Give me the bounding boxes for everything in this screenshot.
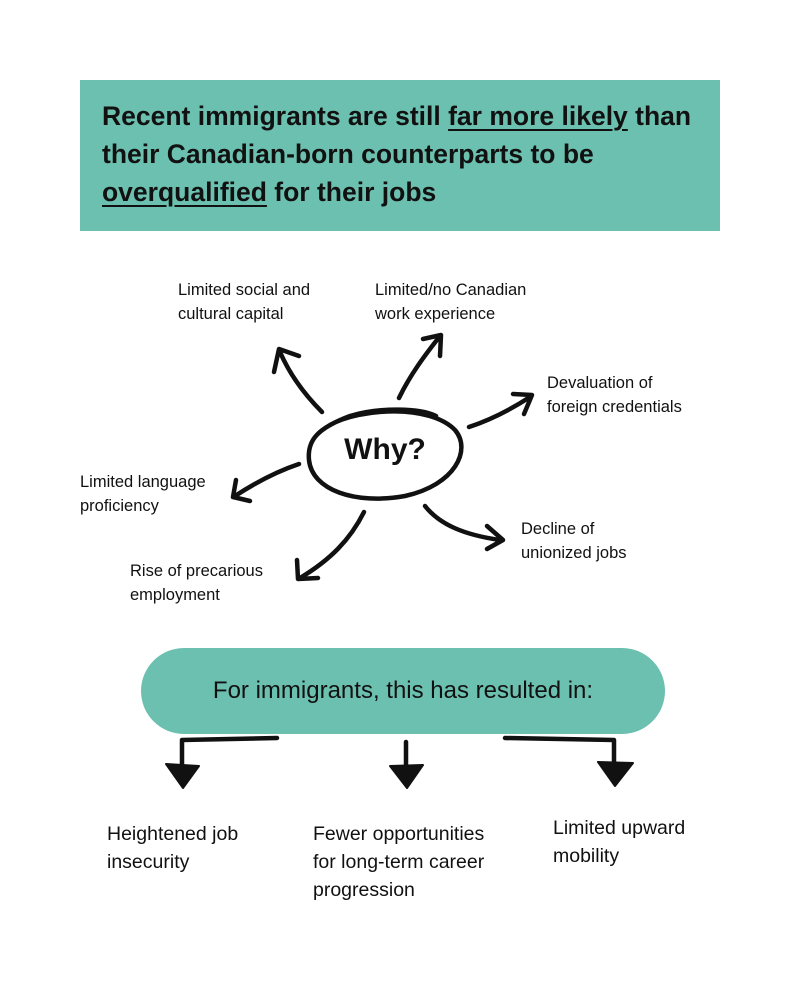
reason-unionized-line-2: unionized jobs (521, 544, 627, 562)
headline-emphasis-overqualified: overqualified (102, 177, 267, 207)
reason-social-capital-line-1: Limited social and (178, 281, 311, 299)
why-label: Why? (344, 433, 426, 466)
reason-credentials-line-1: Devaluation of (547, 374, 653, 392)
arrow-work-experience (399, 335, 441, 398)
reason-precarious-line-1: Rise of precarious (130, 562, 263, 580)
reason-language-line-1: Limited language (80, 473, 206, 491)
headline-text-1: Recent immigrants are still (102, 101, 449, 131)
result-pill (141, 648, 665, 734)
reason-work-experience (375, 278, 526, 326)
reason-precarious-line-2: employment (130, 586, 220, 604)
headline-text-2: than their Canadian-born counterparts to be (102, 101, 692, 169)
reason-unionized-line-1: Decline of (521, 520, 595, 538)
headline-text-3: for their jobs (266, 177, 437, 207)
reason-language-line-2: proficiency (80, 497, 159, 515)
arrow-credentials (469, 394, 532, 427)
reason-social-capital-line-2: cultural capital (178, 305, 284, 323)
outcome-mobility-line-1: Limited upward (553, 817, 686, 839)
arrowhead-career (390, 765, 423, 788)
reason-precarious (130, 559, 263, 607)
outcome-insecurity (107, 820, 238, 876)
outcome-insecurity-line-2: insecurity (107, 851, 190, 873)
outcome-career (313, 820, 484, 904)
reason-social-capital (178, 278, 310, 326)
outcome-insecurity-line-1: Heightened job (107, 823, 239, 845)
arrow-precarious (297, 512, 364, 579)
reason-work-experience-line-1: Limited/no Canadian (375, 281, 527, 299)
outcome-career-line-2: for long-term career (313, 851, 485, 873)
arrow-social-capital (274, 349, 322, 412)
arrow-unionized (425, 506, 503, 549)
headline-emphasis-likely: far more likely (448, 101, 628, 131)
arrow-language (233, 464, 299, 501)
reason-credentials (547, 371, 682, 419)
result-label: For immigrants, this has resulted in: (212, 677, 594, 704)
outcome-mobility (553, 814, 685, 870)
outcome-mobility-line-2: mobility (553, 845, 620, 867)
outcome-career-line-1: Fewer opportunities (313, 823, 485, 845)
outcome-career-line-3: progression (313, 879, 415, 901)
arrowhead-insecurity (166, 764, 199, 788)
reason-language (80, 470, 206, 518)
reason-work-experience-line-2: work experience (375, 305, 496, 323)
reason-credentials-line-2: foreign credentials (547, 398, 682, 416)
arrowhead-mobility (598, 762, 633, 786)
connector-mobility (505, 738, 614, 764)
reason-unionized (521, 517, 627, 565)
